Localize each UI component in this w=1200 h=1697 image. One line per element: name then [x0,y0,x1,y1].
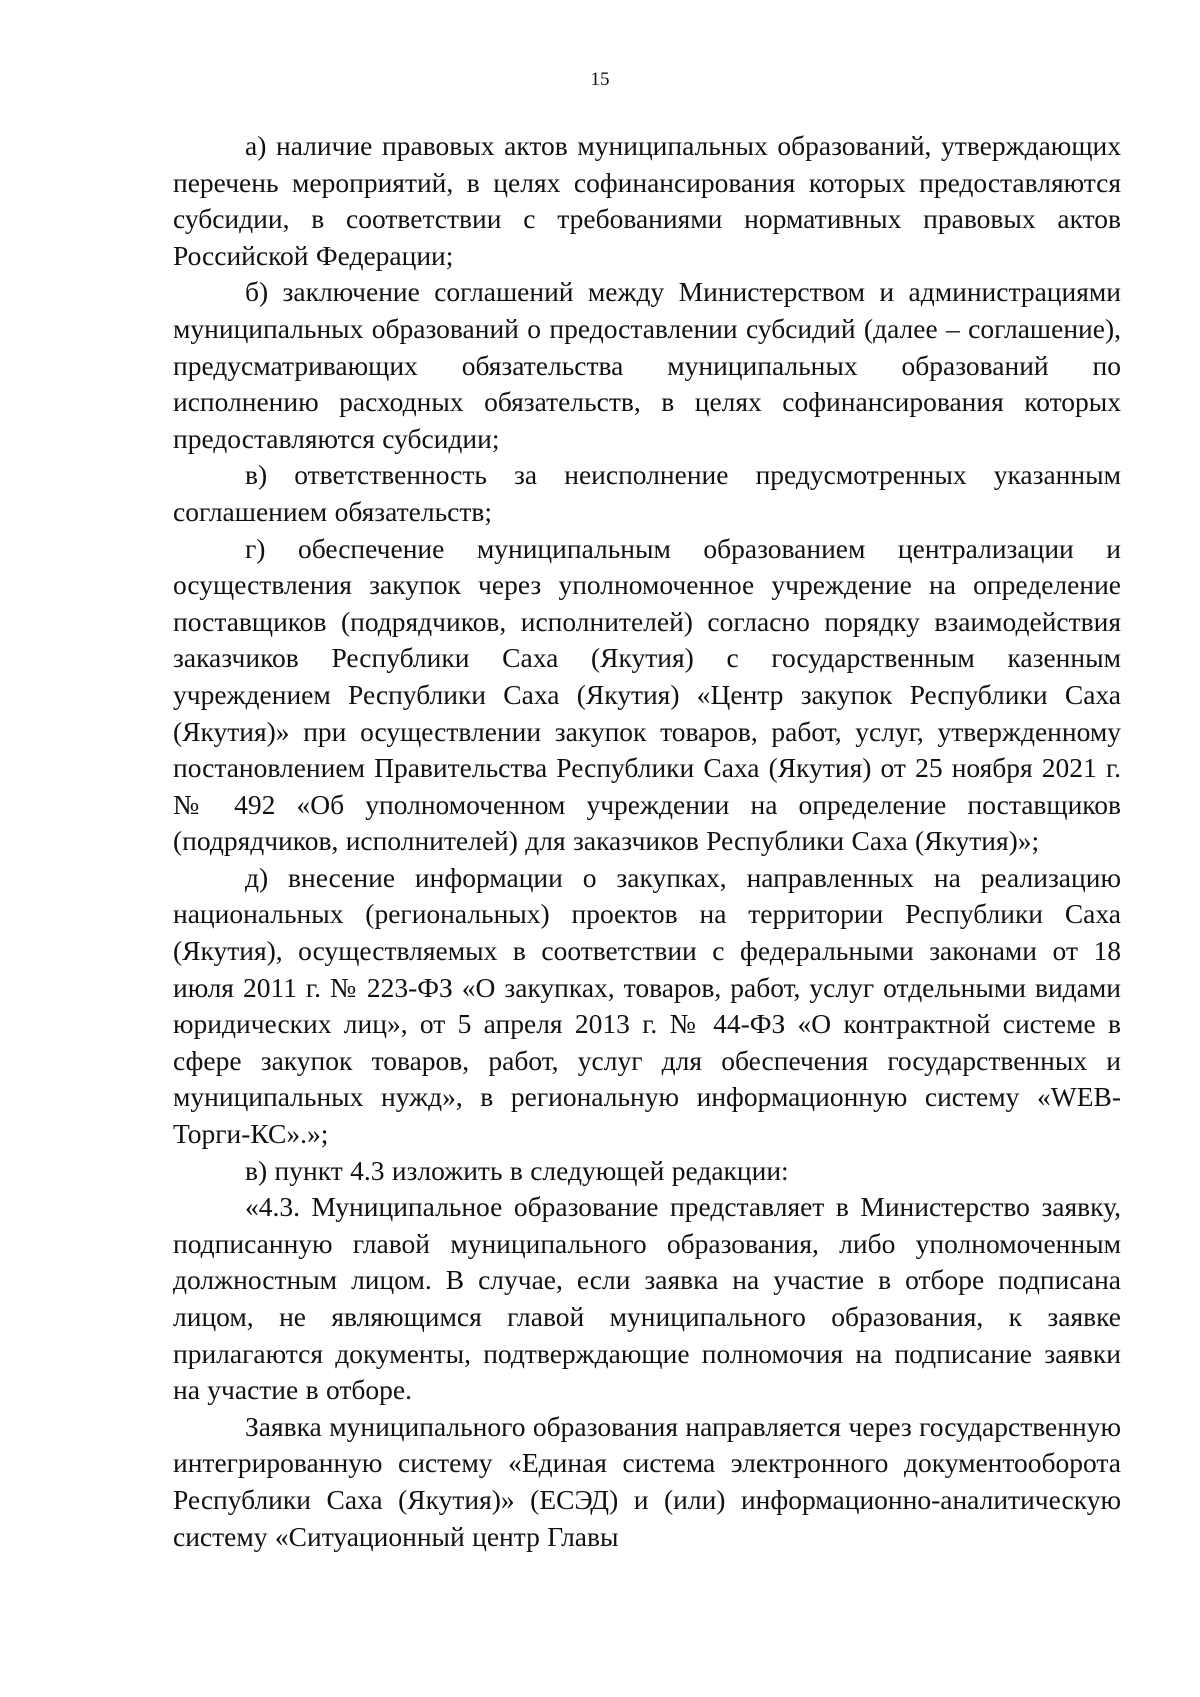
page-number: 15 [590,69,610,90]
document-body [173,128,1121,1555]
paragraph-item-a: а) наличие правовых актов муниципальных образований, утверждающих перечень мероприятий, в целях софинансирования которых предоставляются субсидии, в соответствии с требованиями нормативных правовых актов Российской Федерации; [173,130,1121,271]
paragraph-clause-4-3: «4.3. Муниципальное образование представляет в Министерство заявку, подписанную главой муниципального образования, либо уполномоченным должностным лицом. В случае, если заявка на участие в отборе подписана лицом, не являющимся главой муниципального образования, к заявке прилагаются документы, подтверждающие полномочия на подписание заявки на участие в отборе. [173,1191,1121,1406]
paragraph-item-v: в) ответственность за неисполнение предусмотренных указанным соглашением обязательств; [173,459,1121,527]
paragraph-application-submission: Заявка муниципального образования направляется через государственную интегрированную систему «Единая система электронного документооборота Республики Саха (Якутия)» (ЕСЭД) и (или) информационно-аналитическую систему «Ситуационный центр Главы [173,1410,1121,1552]
paragraph-item-g: г) обеспечение муниципальным образованием централизации и осуществления закупок через уполномоченное учреждение на определение поставщиков (подрядчиков, исполнителей) согласно порядку взаимодействия заказчиков Республики Саха (Якутия) с государственным казенным учреждением Республики Саха (Якутия) «Центр закупок Республики Саха (Якутия)» при осуществлении закупок товаров, работ, услуг, утвержденному постановлением Правительства Республики Саха (Якутия) от 25 ноября 2021 г. № 492 «Об уполномоченном учреждении на определение поставщиков (подрядчиков, исполнителей) для заказчиков Республики Саха (Якутия)»; [173,532,1121,857]
paragraph-amendment-point-4-3: в) пункт 4.3 изложить в следующей редакции: [245,1154,789,1186]
paragraph-item-b: б) заключение соглашений между Министерством и администрациями муниципальных образований о предоставлении субсидий (далее – соглашение), предусматривающих обязательства муниципальных образований по исполнению расходных обязательств, в целях софинансирования которых предоставляются субсидии; [173,276,1121,454]
paragraph-item-d: д) внесение информации о закупках, направленных на реализацию национальных (региональных) проектов на территории Республики Саха (Якутия), осуществляемых в соответствии с федеральными законами от 18 июля 2011 г. № 223-ФЗ «О закупках, товаров, работ, услуг отдельными видами юридических лиц», от 5 апреля 2013 г. № 44-ФЗ «О контрактной системе в сфере закупок товаров, работ, услуг для обеспечения государственных и муниципальных нужд», в региональную информационную систему «WEB-Торги-КС».»; [173,861,1121,1150]
